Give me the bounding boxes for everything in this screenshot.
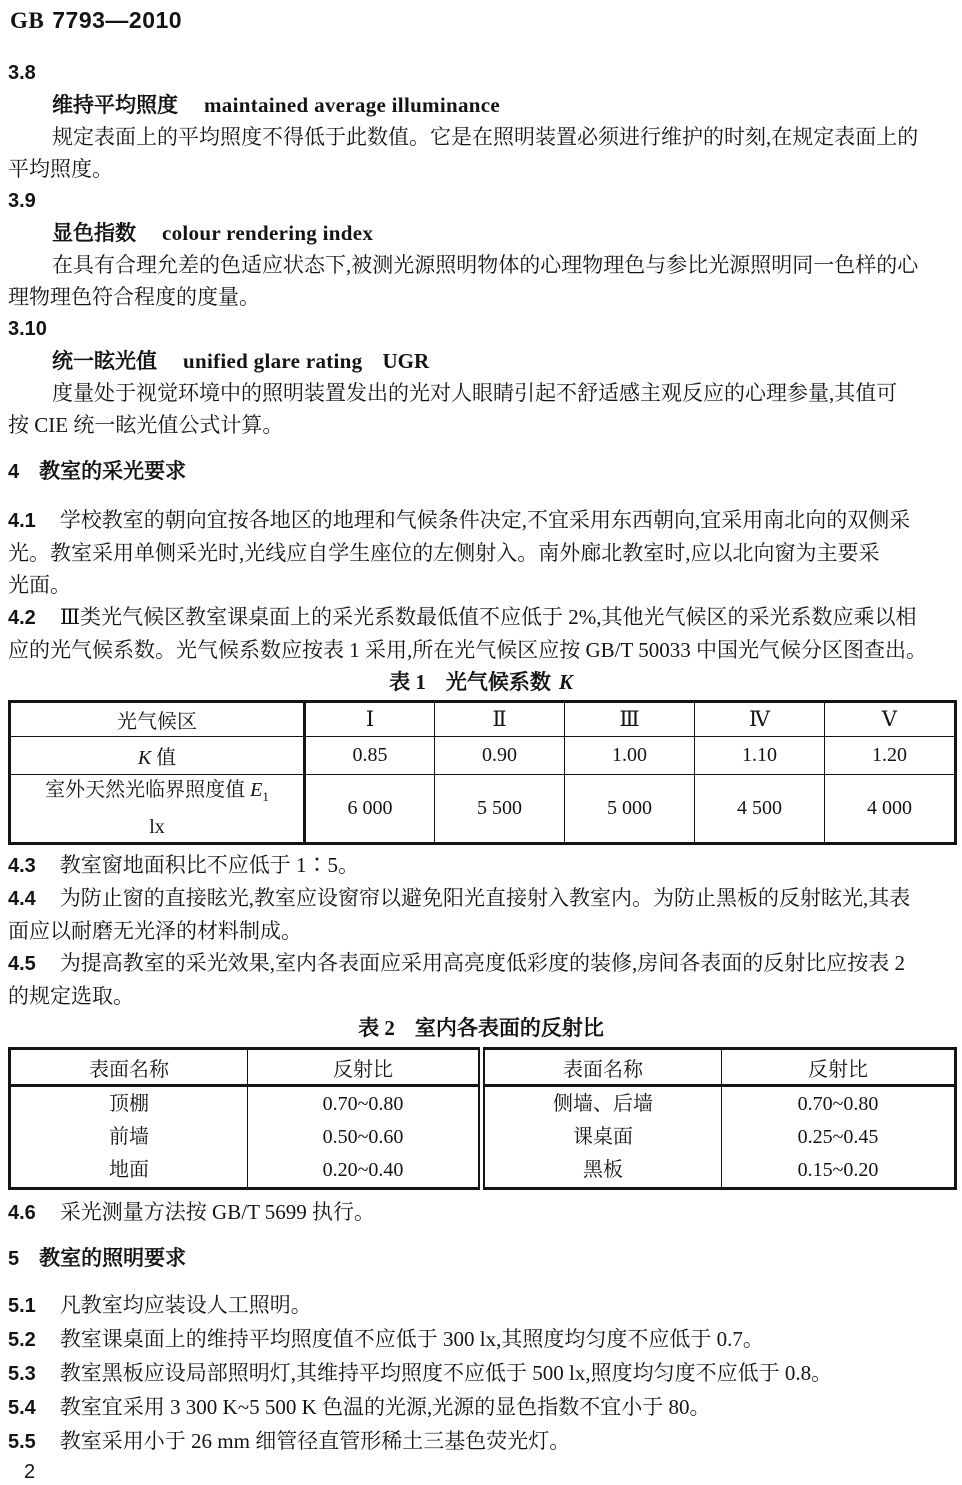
table-1-k-value-2: 0.90 [435, 737, 565, 775]
table-1-caption [8, 666, 954, 698]
clause-4-5-line-1 [8, 947, 954, 980]
table-1-zone-2: Ⅱ [435, 702, 565, 737]
table-2-data-row [10, 1086, 956, 1189]
term-3-8-en: maintained average illuminance [204, 93, 500, 117]
clause-5-1-text: 凡教室均应装设人工照明。 [59, 1293, 312, 1317]
section-5-title: 教室的照明要求 [39, 1246, 187, 1270]
reflectance-value: 0.50~0.60 [322, 1125, 404, 1148]
table-2-surface-names-left [10, 1086, 248, 1189]
standard-number-header [8, 6, 954, 35]
clause-4-4-text: 为防止窗的直接眩光,教室应设窗帘以避免阳光直接射入教室内。为防止黑板的反射眩光,其表 [59, 886, 911, 910]
table-1-k-label [10, 737, 305, 775]
table-2-caption [8, 1012, 954, 1044]
table-2-header-reflectance-2: 反射比 [722, 1049, 956, 1086]
table-1-header-row [10, 702, 956, 737]
section-5-number: 5 [8, 1248, 20, 1270]
surface-name: 前墙 [109, 1125, 149, 1148]
term-3-9-cn: 显色指数 [52, 221, 136, 245]
clause-4-1-line-3: 光面。 [8, 573, 71, 597]
term-3-8-definition-line-1: 规定表面上的平均照度不得低于此数值。它是在照明装置必须进行维护的时刻,在规定表面上的 [52, 125, 919, 149]
clause-4-2-line-1 [8, 601, 954, 634]
surface-name: 黑板 [583, 1158, 623, 1181]
term-3-10-abbr: UGR [382, 349, 430, 373]
clause-4-6-number: 4.6 [8, 1202, 36, 1224]
table-1-k-value-4: 1.10 [695, 737, 825, 775]
reflectance-value: 0.70~0.80 [322, 1092, 404, 1115]
term-3-10-cn: 统一眩光值 [52, 349, 157, 373]
term-3-10-definition-line-2: 按 CIE 统一眩光值公式计算。 [8, 413, 284, 437]
table-1-light-climate-coefficient [8, 700, 957, 845]
table-1-k-value-5: 1.20 [825, 737, 956, 775]
clause-4-4-line-1 [8, 882, 954, 915]
clause-4-4-line-2: 面应以耐磨无光泽的材料制成。 [8, 919, 302, 943]
table-1-zone-5: Ⅴ [825, 702, 956, 737]
clause-5-5-line-1 [8, 1425, 954, 1459]
clause-5-4-number: 5.4 [8, 1397, 36, 1419]
clause-5-4-line-1 [8, 1391, 954, 1425]
clause-5-5-text: 教室采用小于 26 mm 细管径直管形稀土三基色荧光灯。 [59, 1429, 571, 1453]
standard-number: 7793—2010 [52, 7, 183, 33]
clause-4-2-line-2: 应的光气候系数。光气候系数应按表 1 采用,所在光气候区应按 GB/T 50033 中国光气候分区图查出。 [8, 638, 927, 662]
clause-5-2-line-1 [8, 1323, 954, 1357]
table-1-zone-3: Ⅲ [565, 702, 695, 737]
table-2-surface-names-right [482, 1086, 722, 1189]
surface-name: 地面 [109, 1158, 149, 1181]
term-3-10-number: 3.10 [8, 318, 47, 340]
clause-4-5-number: 4.5 [8, 953, 36, 975]
term-3-8-definition-line-2: 平均照度。 [8, 157, 113, 181]
reflectance-value: 0.15~0.20 [797, 1158, 879, 1181]
term-3-8-cn: 维持平均照度 [52, 93, 178, 117]
clause-4-3-line-1 [8, 849, 954, 882]
table-1-k-label-text: 值 [156, 747, 177, 769]
table-2-header-surface-2: 表面名称 [482, 1049, 722, 1086]
table-1-zone-4: Ⅳ [695, 702, 825, 737]
clause-4-5-line-2: 的规定选取。 [8, 984, 134, 1008]
clause-5-5-number: 5.5 [8, 1431, 36, 1453]
clause-4-1-text: 学校教室的朝向宜按各地区的地理和气候条件决定,不宜采用东西朝向,宜采用南北向的双侧采 [59, 508, 911, 532]
reflectance-value: 0.25~0.45 [797, 1125, 879, 1148]
table-1-e-value-5: 4 000 [825, 775, 956, 844]
clause-5-2-number: 5.2 [8, 1329, 36, 1351]
reflectance-value: 0.70~0.80 [797, 1092, 879, 1115]
table-1-zone-1: Ⅰ [305, 702, 435, 737]
term-3-9-heading [8, 217, 954, 249]
table-1-e-label-prefix: 室外天然光临界照度值 [45, 779, 246, 801]
term-3-10-heading [8, 345, 954, 377]
table-1-k-variable: K [137, 747, 152, 769]
table-1-k-value-3: 1.00 [565, 737, 695, 775]
clause-4-2-number: 4.2 [8, 607, 36, 629]
clause-4-1-line-2: 光。教室采用单侧采光时,光线应自学生座位的左侧射入。南外廊北教室时,应以北向窗为主要采 [8, 541, 880, 565]
term-3-9-definition-line-2: 理物理色符合程度的度量。 [8, 285, 260, 309]
clause-4-6-line-1 [8, 1196, 954, 1229]
table-2-caption-label: 表 2 [358, 1016, 395, 1040]
term-3-9-en: colour rendering index [162, 221, 374, 245]
section-4-title: 教室的采光要求 [39, 459, 187, 483]
section-4-number: 4 [8, 461, 20, 483]
surface-name: 侧墙、后墙 [553, 1092, 653, 1115]
term-3-9-definition-line-1: 在具有合理允差的色适应状态下,被测光源照明物体的心理物理色与参比光源照明同一色样的心 [52, 253, 919, 277]
clause-4-1-number: 4.1 [8, 510, 36, 532]
clause-4-1-line-1 [8, 504, 954, 537]
table-1-k-value-1: 0.85 [305, 737, 435, 775]
table-1-e-unit: lx [149, 816, 165, 838]
table-1-critical-illuminance-row [10, 775, 956, 844]
surface-name: 课桌面 [573, 1125, 633, 1148]
term-3-8-number: 3.8 [8, 62, 36, 84]
standard-gb-prefix: GB [10, 8, 45, 33]
table-1-e-value-1: 6 000 [305, 775, 435, 844]
surface-name: 顶棚 [109, 1092, 149, 1115]
section-5-heading [8, 1242, 954, 1275]
clause-4-5-text: 为提高教室的采光效果,室内各表面应采用高亮度低彩度的装修,房间各表面的反射比应按表 2 [59, 951, 906, 975]
clause-5-3-line-1 [8, 1357, 954, 1391]
term-3-9-number: 3.9 [8, 190, 36, 212]
clause-4-6-text: 采光测量方法按 GB/T 5699 执行。 [59, 1200, 376, 1224]
section-4-heading [8, 455, 954, 488]
clause-5-1-number: 5.1 [8, 1295, 36, 1317]
clause-4-3-text: 教室窗地面积比不应低于 1∶5。 [59, 853, 360, 877]
table-2-header-row [10, 1049, 956, 1086]
table-1-e-variable: E [250, 779, 263, 801]
table-1-e-value-4: 4 500 [695, 775, 825, 844]
table-1-caption-label: 表 1 [389, 670, 426, 694]
table-1-e-label-line-1 [11, 775, 303, 812]
table-2-surface-reflectance [8, 1047, 957, 1190]
clause-4-3-number: 4.3 [8, 855, 36, 877]
table-1-k-row [10, 737, 956, 775]
clause-5-2-text: 教室课桌面上的维持平均照度值不应低于 300 lx,其照度均匀度不应低于 0.7。 [59, 1327, 764, 1351]
clause-5-3-number: 5.3 [8, 1363, 36, 1385]
clause-5-4-text: 教室宜采用 3 300 K~5 500 K 色温的光源,光源的显色指数不宜小于 80。 [59, 1395, 711, 1419]
clause-5-3-text: 教室黑板应设局部照明灯,其维持平均照度不应低于 500 lx,照度均匀度不应低于 0.8。 [59, 1361, 833, 1385]
table-1-caption-variable: K [558, 670, 573, 694]
table-2-header-reflectance-1: 反射比 [248, 1049, 482, 1086]
reflectance-value: 0.20~0.40 [322, 1158, 404, 1181]
table-2-header-surface-1: 表面名称 [10, 1049, 248, 1086]
table-2-caption-title: 室内各表面的反射比 [414, 1016, 604, 1040]
term-3-8-heading [8, 89, 954, 121]
table-1-caption-title: 光气候系数 [445, 670, 551, 694]
table-1-e-subscript: 1 [262, 789, 269, 804]
table-2-reflectance-values-right [722, 1086, 956, 1189]
page-number: 2 [24, 1461, 36, 1483]
term-3-10-definition-line-1: 度量处于视觉环境中的照明装置发出的光对人眼睛引起不舒适感主观反应的心理参量,其值可 [52, 381, 898, 405]
term-3-10-en: unified glare rating [183, 349, 363, 373]
table-1-e-value-2: 5 500 [435, 775, 565, 844]
clause-5-1-line-1 [8, 1289, 954, 1323]
table-1-e-label [10, 775, 305, 844]
clause-4-4-number: 4.4 [8, 888, 36, 910]
table-2-reflectance-values-left [248, 1086, 482, 1189]
table-1-e-value-3: 5 000 [565, 775, 695, 844]
clause-4-2-text: Ⅲ类光气候区教室课桌面上的采光系数最低值不应低于 2%,其他光气候区的采光系数应乘以相 [59, 605, 917, 629]
table-1-header-zone: 光气候区 [10, 702, 305, 737]
